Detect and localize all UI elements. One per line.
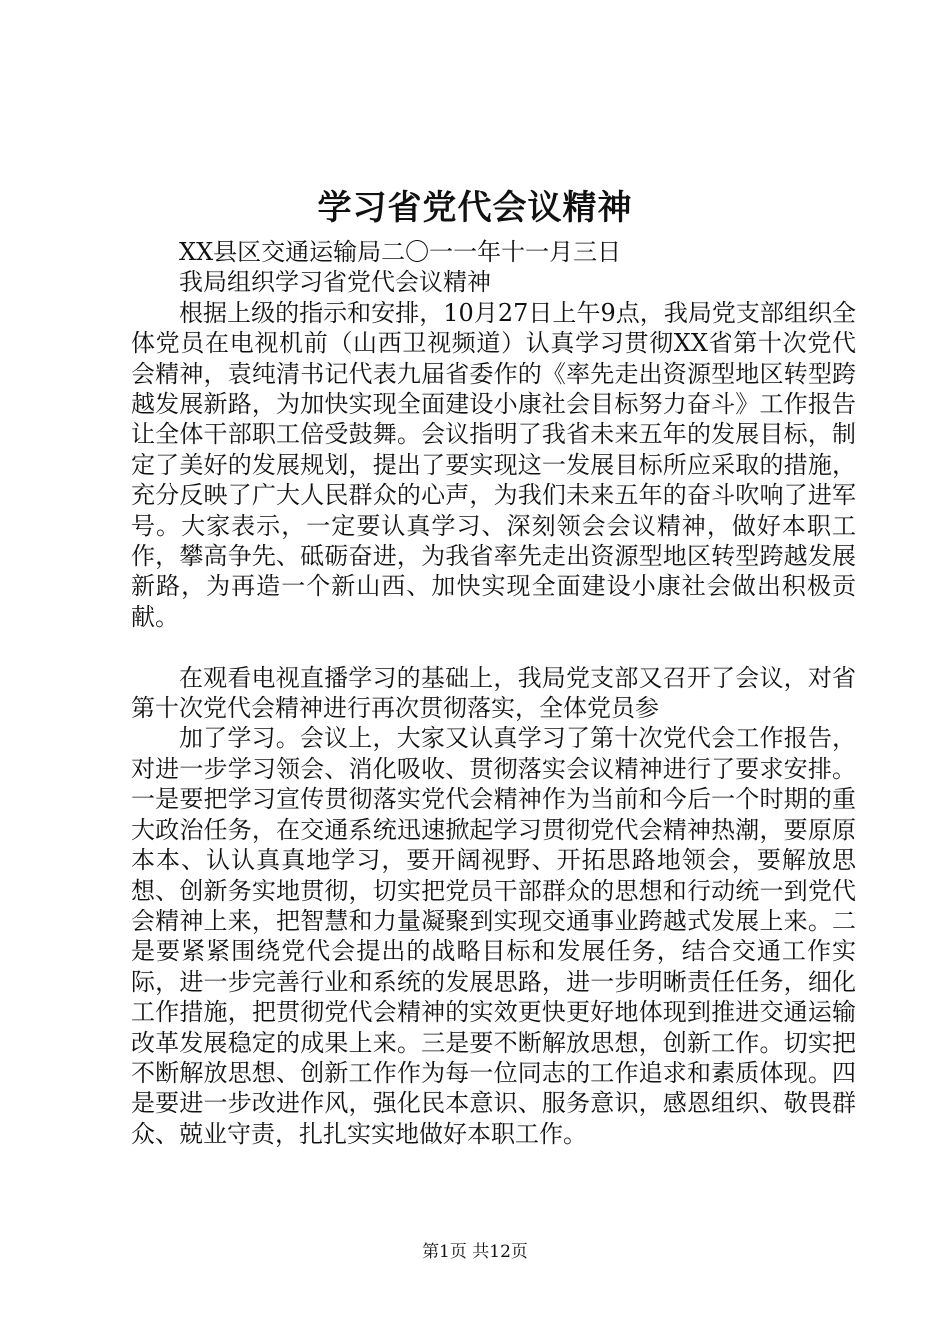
document-date-line: XX县区交通运输局二〇一一年十一月三日 bbox=[179, 238, 622, 266]
body-paragraph: 在观看电视直播学习的基础上，我局党支部又召开了会议，对省第十次党代会精神进行再次贯彻落实，全体党员参 bbox=[131, 663, 856, 723]
document-subtitle-line: 我局组织学习省党代会议精神 bbox=[179, 268, 491, 297]
body-paragraph: 根据上级的指示和安排，10月27日上午9点，我局党支部组织全体党员在电视机前（山西卫视频道）认真学习贯彻XX省第十次党代会精神，袁纯清书记代表九届省委作的《率先走出资源型地区转型跨越发展新路，为加快实现全面建设小康社会目标努力奋斗》工作报告让全体干部职工倍受鼓舞。会议指明了我省未来五年的发展目标，制定了美好的发展规划，提出了要实现这一发展目标所应采取的措施，充分反映了广大人民群众的心声，为我们未来五年的奋斗吹响了进军号。大家表示，一定要认真学习、深刻领会会议精神，做好本职工作，攀高争先、砥砺奋进，为我省率先走出资源型地区转型跨越发展新路，为再造一个新山西、加快实现全面建设小康社会做出积极贡献。 bbox=[131, 298, 856, 631]
document-body bbox=[131, 237, 856, 1149]
document-title: 学习省党代会议精神 bbox=[317, 188, 633, 228]
body-paragraph: 加了学习。会议上，大家又认真学习了第十次党代会工作报告，对进一步学习领会、消化吸收、贯彻落实会议精神进行了要求安排。一是要把学习宣传贯彻落实党代会精神作为当前和今后一个时期的重大政治任务，在交通系统迅速掀起学习贯彻党代会精神热潮，要原原本本、认认真真地学习，要开阔视野、开拓思路地领会，要解放思想、创新务实地贯彻，切实把党员干部群众的思想和行动统一到党代会精神上来，把智慧和力量凝聚到实现交通事业跨越式发展上来。二是要紧紧围绕党代会提出的战略目标和发展任务，结合交通工作实际，进一步完善行业和系统的发展思路，进一步明晰责任任务，细化工作措施，把贯彻党代会精神的实效更快更好地体现到推进交通运输改革发展稳定的成果上来。三是要不断解放思想，创新工作。切实把不断解放思想、创新工作作为每一位同志的工作追求和素质体现。四是要进一步改进作风，强化民本意识、服务意识，感恩组织、敬畏群众、兢业守责，扎扎实实地做好本职工作。 bbox=[131, 724, 856, 1148]
page-number: 第1页 共12页 bbox=[422, 1242, 528, 1262]
